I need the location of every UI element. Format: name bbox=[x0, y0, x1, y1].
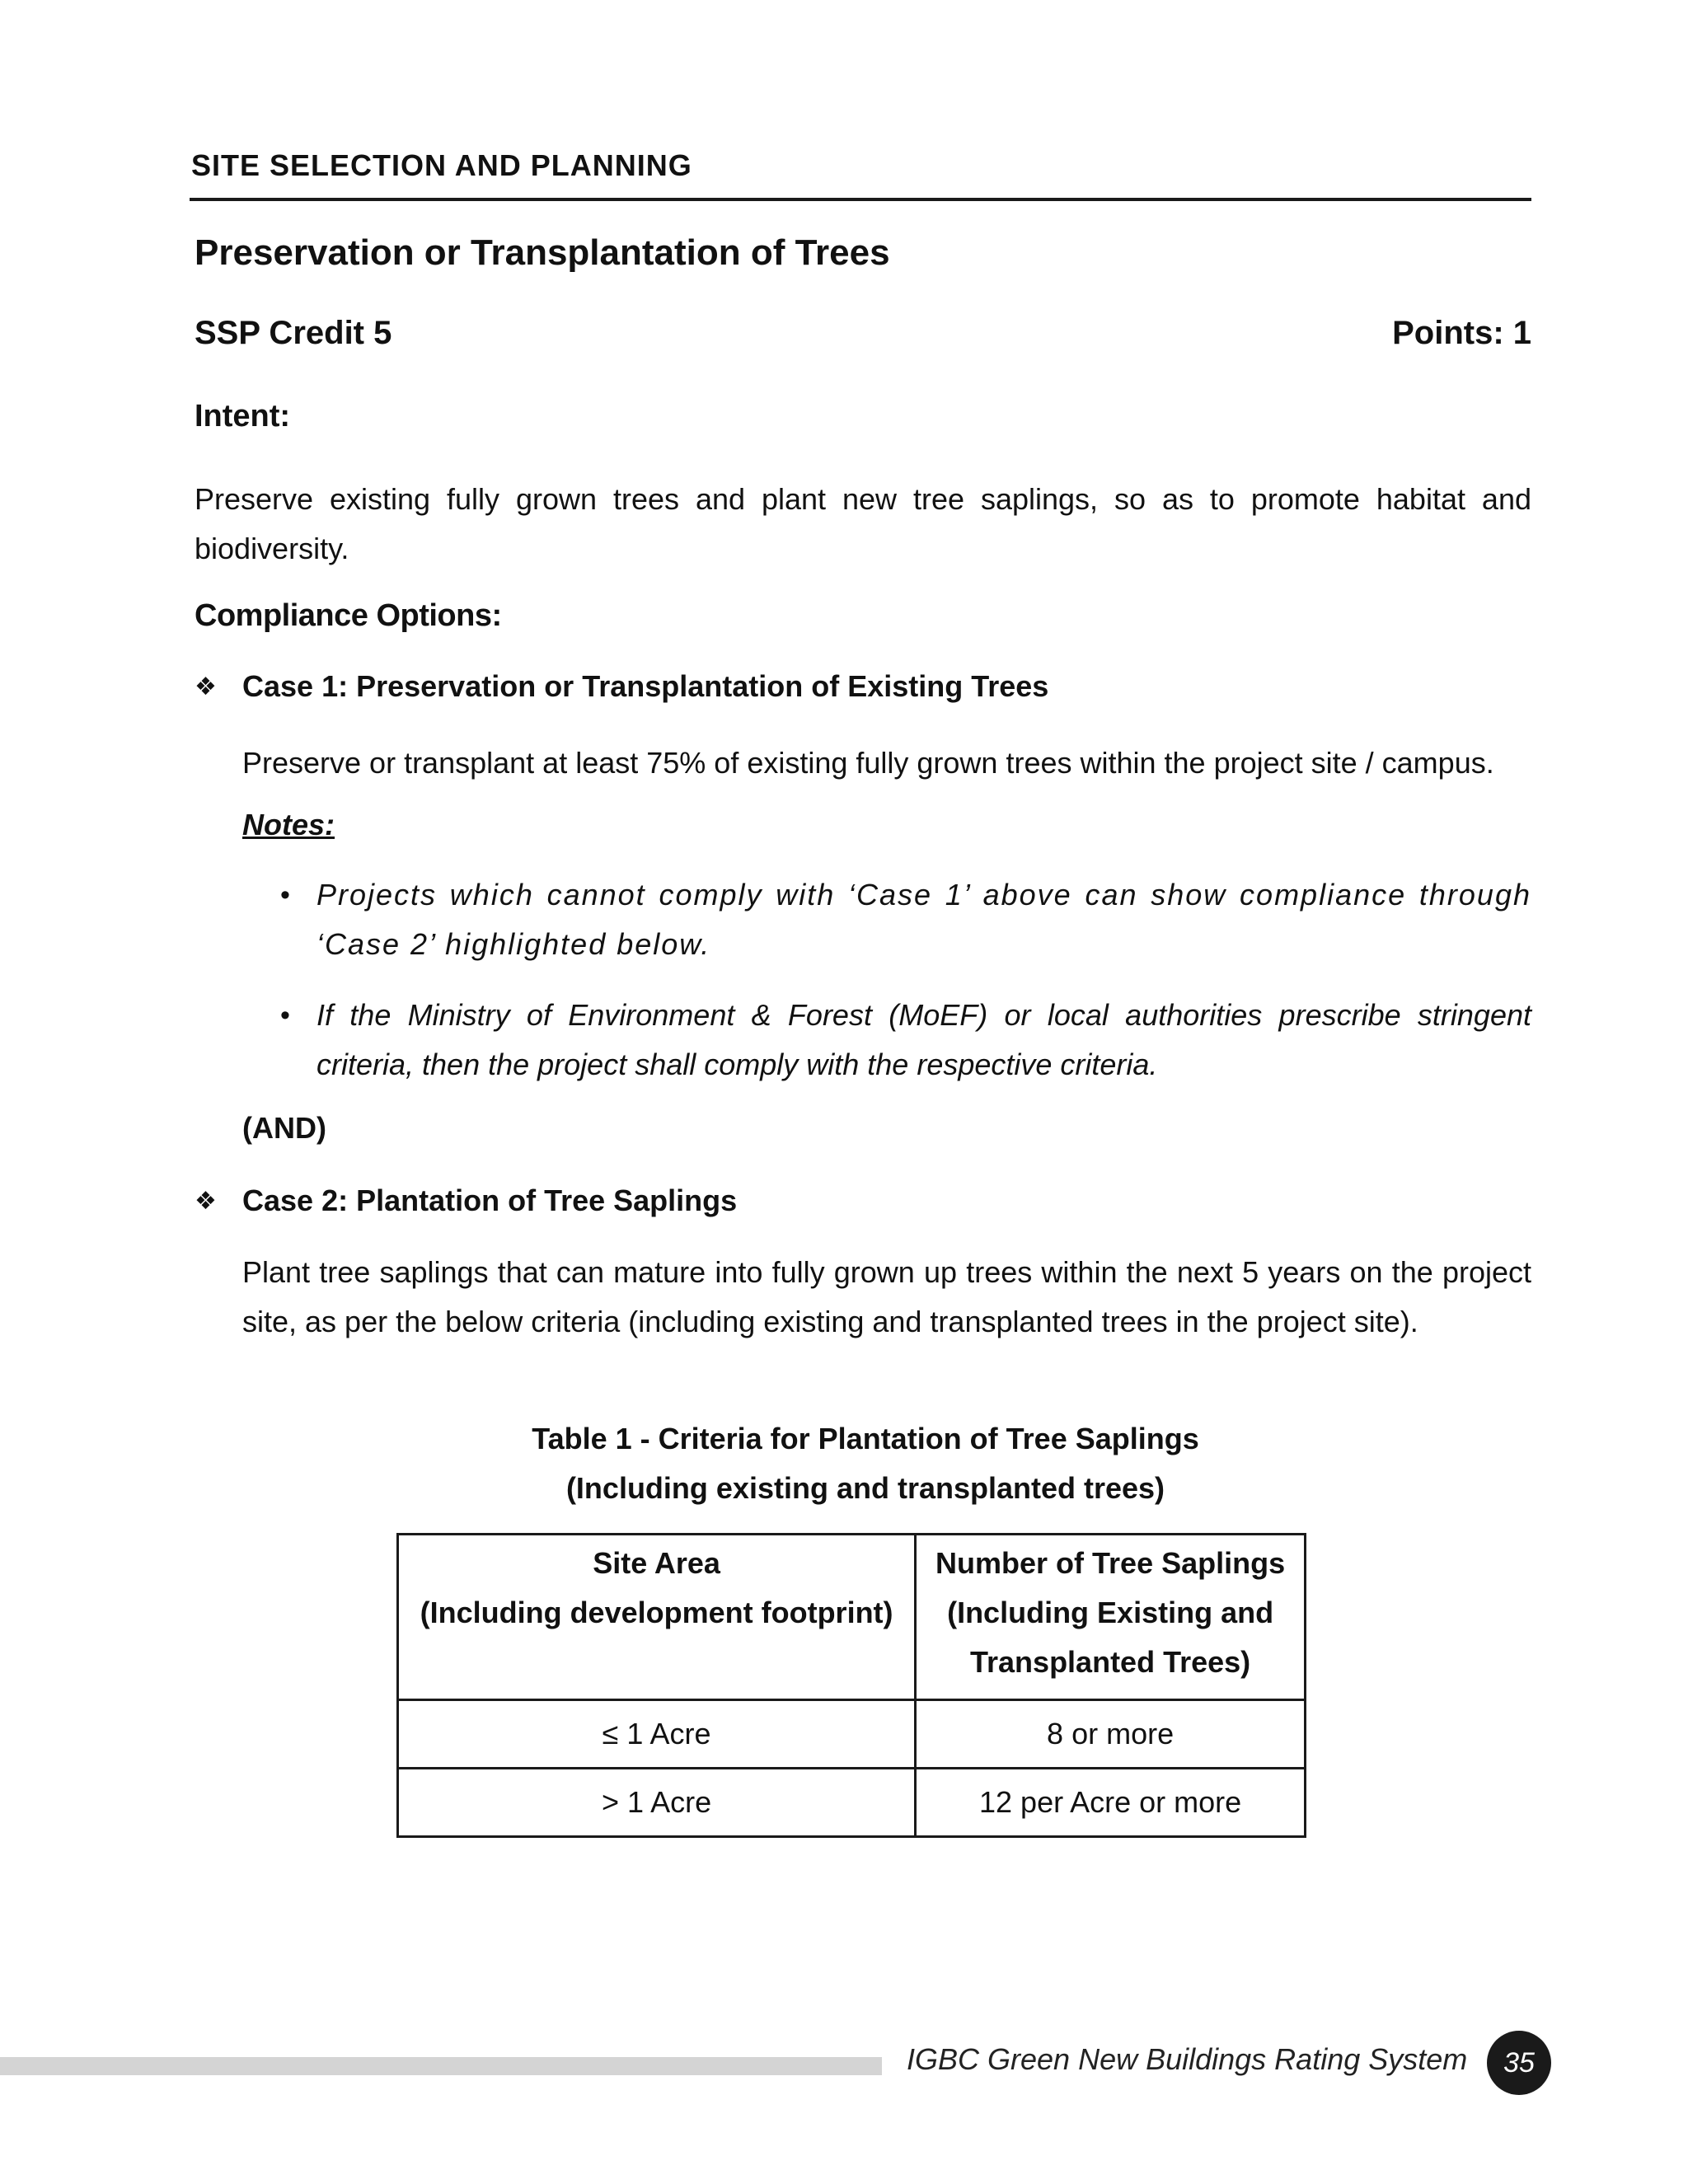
credit-title: Preservation or Transplantation of Trees bbox=[195, 232, 890, 273]
compliance-heading: Compliance Options: bbox=[195, 598, 502, 633]
case1-heading-text: Case 1: Preservation or Transplantation of Existing Trees bbox=[242, 669, 1049, 703]
case2-text: Plant tree saplings that can mature into fully grown up trees within the next 5 years on the project site, as per the below criteria (including existing and transplanted trees in the project site). bbox=[242, 1255, 1531, 1338]
intent-heading: Intent: bbox=[195, 399, 291, 434]
credit-points: Points: 1 bbox=[1392, 315, 1531, 351]
header-tree-saplings: Number of Tree Saplings (Including Existing and Transplanted Trees) bbox=[916, 1535, 1306, 1700]
table-caption bbox=[412, 1414, 1319, 1513]
page-number-badge: 35 bbox=[1487, 2031, 1551, 2095]
footer-bar bbox=[0, 2057, 882, 2075]
case2-heading bbox=[195, 1183, 737, 1218]
site-area-cell: ≤ 1 Acre bbox=[398, 1700, 916, 1769]
diamond-bullet-icon: ❖ bbox=[195, 673, 217, 701]
table-caption-line2: (Including existing and transplanted trees) bbox=[565, 1471, 1165, 1505]
criteria-table bbox=[396, 1533, 1306, 1838]
note-item bbox=[280, 991, 1531, 1090]
credit-code: SSP Credit 5 bbox=[195, 315, 392, 351]
table-row bbox=[398, 1769, 1306, 1837]
table-header-row bbox=[398, 1535, 1306, 1700]
case2-heading-text: Case 2: Plantation of Tree Saplings bbox=[242, 1183, 738, 1217]
bullet-icon: • bbox=[280, 879, 290, 911]
case1-heading bbox=[195, 669, 1048, 704]
footer-title: IGBC Green New Buildings Rating System bbox=[907, 2042, 1468, 2076]
note-item bbox=[280, 870, 1531, 969]
notes-label: Notes: bbox=[242, 808, 335, 841]
table-caption-line1: Table 1 - Criteria for Plantation of Tree Saplings bbox=[532, 1422, 1199, 1455]
case1-text: Preserve or transplant at least 75% of existing fully grown trees within the project site / campus. bbox=[242, 746, 1494, 780]
section-header: SITE SELECTION AND PLANNING bbox=[191, 148, 692, 182]
header-divider bbox=[190, 198, 1531, 201]
and-label: (AND) bbox=[242, 1111, 326, 1145]
bullet-icon: • bbox=[280, 1000, 290, 1031]
note-text: Projects which cannot comply with ‘Case 1’ above can show compliance through ‘Case 2’ highlighted below. bbox=[316, 878, 1531, 961]
table-row bbox=[398, 1700, 1306, 1769]
saplings-cell: 8 or more bbox=[916, 1700, 1306, 1769]
site-area-cell: > 1 Acre bbox=[398, 1769, 916, 1837]
intent-text: Preserve existing fully grown trees and plant new tree saplings, so as to promote habitat and biodiversity. bbox=[195, 482, 1531, 565]
note-text: If the Ministry of Environment & Forest (MoEF) or local authorities prescribe stringent criteria, then the project shall comply with the respective criteria. bbox=[316, 998, 1531, 1081]
diamond-bullet-icon: ❖ bbox=[195, 1187, 217, 1215]
saplings-cell: 12 per Acre or more bbox=[916, 1769, 1306, 1837]
credit-row bbox=[195, 315, 1531, 352]
header-site-area: Site Area (Including development footprint) bbox=[398, 1535, 916, 1700]
